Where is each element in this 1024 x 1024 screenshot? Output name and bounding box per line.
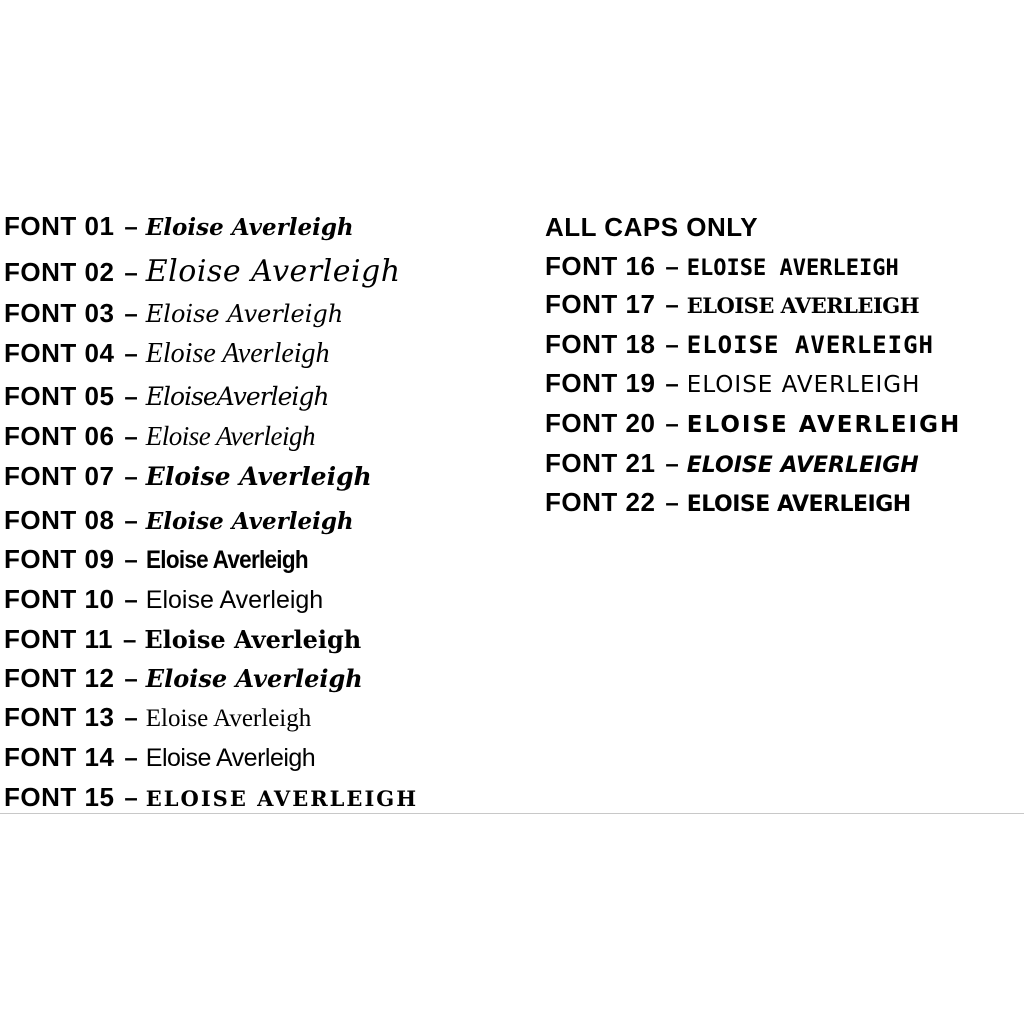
font-sample: Eloise Averleigh <box>145 300 344 328</box>
dash-separator: – <box>124 384 138 411</box>
font-label: FONT 11 <box>4 624 113 654</box>
font-label: FONT 12 <box>4 663 115 693</box>
font-sample: Eloise Averleigh <box>145 338 330 369</box>
font-sample: ELOISE AVERLEIGH <box>686 256 899 281</box>
dash-separator: – <box>665 411 679 438</box>
font-row-16 <box>545 253 899 280</box>
font-label: FONT 16 <box>545 251 656 281</box>
font-label: FONT 14 <box>4 742 115 772</box>
font-label: FONT 01 <box>4 211 115 241</box>
font-row-17 <box>545 291 919 318</box>
font-label: FONT 05 <box>4 381 115 411</box>
font-row-12 <box>4 665 363 692</box>
font-row-13 <box>4 704 311 731</box>
font-label: FONT 21 <box>545 448 656 478</box>
dash-separator: – <box>124 785 138 812</box>
font-row-08 <box>4 507 354 534</box>
font-sample: ELOISE AVERLEIGH <box>686 372 921 398</box>
font-row-20 <box>545 410 961 437</box>
dash-separator: – <box>124 301 138 328</box>
font-label: FONT 08 <box>4 505 115 535</box>
font-sample: Eloise Averleigh <box>145 586 324 614</box>
dash-separator: – <box>665 292 679 319</box>
font-row-04 <box>4 340 330 368</box>
font-label: FONT 09 <box>4 544 115 574</box>
font-row-10 <box>4 586 323 613</box>
dash-separator: – <box>665 332 679 359</box>
font-sample: Eloise Averleigh <box>145 421 315 451</box>
font-row-07 <box>4 463 372 490</box>
font-sample: ELOISE AVERLEIGH <box>686 293 920 318</box>
font-sample: Eloise Averleigh <box>145 254 401 289</box>
dash-separator: – <box>665 371 679 398</box>
font-sample: Eloise Averleigh <box>145 744 316 772</box>
font-sample: ELOISE AVERLEIGH <box>686 331 934 359</box>
font-row-09 <box>4 546 326 573</box>
font-row-14 <box>4 744 315 771</box>
font-label: FONT 07 <box>4 461 115 491</box>
font-sample: ELOISE AVERLEIGH <box>145 786 419 811</box>
font-sample: ELOISE AVERLEIGH <box>686 453 919 478</box>
font-row-19 <box>545 370 920 397</box>
font-row-02 <box>4 254 401 289</box>
dash-separator: – <box>665 254 679 281</box>
font-sample: Eloise Averleigh <box>145 664 363 693</box>
all-caps-heading: ALL CAPS ONLY <box>545 212 759 242</box>
font-row-01 <box>4 213 354 240</box>
font-row-11 <box>4 626 361 653</box>
dash-separator: – <box>124 666 138 693</box>
font-label: FONT 19 <box>545 368 656 398</box>
dash-separator: – <box>124 214 138 241</box>
dash-separator: – <box>665 451 679 478</box>
horizontal-divider <box>0 813 1024 814</box>
font-row-22 <box>545 489 911 516</box>
font-sample: Eloise Averleigh <box>145 508 354 535</box>
dash-separator: – <box>122 627 137 654</box>
dash-separator: – <box>124 508 138 535</box>
font-label: FONT 06 <box>4 421 115 451</box>
font-label: FONT 02 <box>4 257 115 287</box>
font-label: FONT 10 <box>4 584 115 614</box>
font-sample: Eloise Averleigh <box>145 546 308 574</box>
font-sample: ELOISE AVERLEIGH <box>686 412 962 438</box>
dash-separator: – <box>665 490 679 517</box>
dash-separator: – <box>124 745 138 772</box>
font-row-06 <box>4 423 315 450</box>
dash-separator: – <box>124 260 138 287</box>
font-row-18 <box>545 331 934 358</box>
font-label: FONT 20 <box>545 408 656 438</box>
font-row-03 <box>4 300 343 327</box>
font-sample: Eloise Averleigh <box>145 462 372 491</box>
dash-separator: – <box>124 705 138 732</box>
dash-separator: – <box>124 341 138 368</box>
dash-separator: – <box>124 587 138 614</box>
font-sample: Eloise Averleigh <box>144 625 362 654</box>
dash-separator: – <box>124 464 138 491</box>
font-label: FONT 17 <box>545 289 656 319</box>
dash-separator: – <box>124 424 138 451</box>
font-row-15 <box>4 784 418 811</box>
font-label: FONT 22 <box>545 487 656 517</box>
font-label: FONT 03 <box>4 298 115 328</box>
font-label: FONT 15 <box>4 782 115 812</box>
font-sample: ELOISE AVERLEIGH <box>686 492 911 517</box>
font-sample: Eloise Averleigh <box>145 705 312 732</box>
font-row-05 <box>4 383 329 410</box>
font-sample: EloiseAverleigh <box>145 382 329 411</box>
font-sample: Eloise Averleigh <box>145 214 354 241</box>
font-label: FONT 18 <box>545 329 656 359</box>
font-label: FONT 13 <box>4 702 115 732</box>
dash-separator: – <box>124 547 138 574</box>
font-row-21 <box>545 450 919 477</box>
font-label: FONT 04 <box>4 338 115 368</box>
